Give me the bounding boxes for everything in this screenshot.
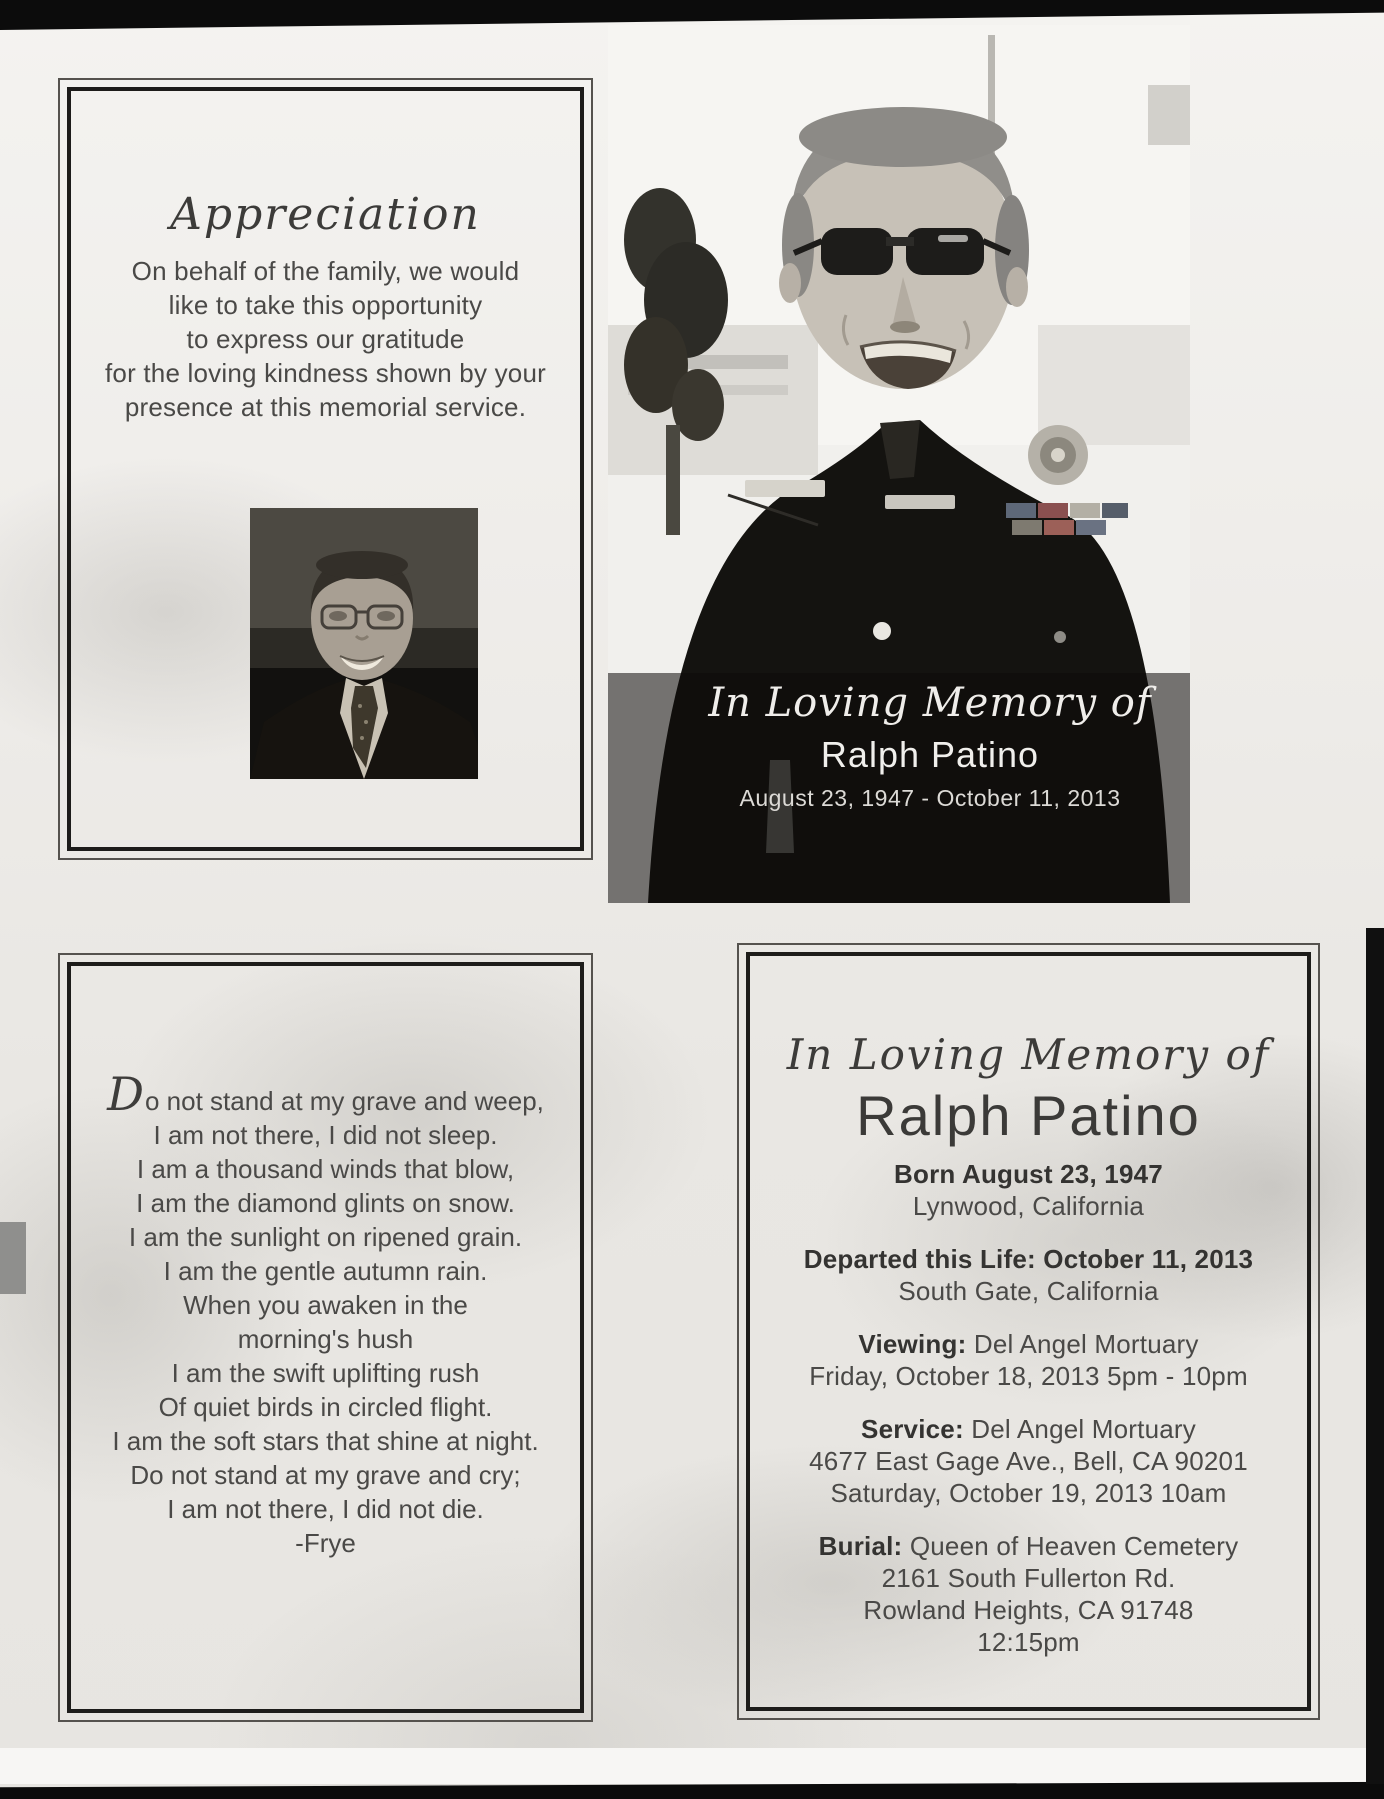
- poem-panel-frame: [67, 962, 584, 1713]
- poem-line: When you awaken in the: [183, 1290, 468, 1320]
- born-section: [750, 1158, 1307, 1222]
- burial-city: Rowland Heights, CA 91748: [863, 1595, 1194, 1625]
- poem-line: I am the gentle autumn rain.: [163, 1256, 488, 1286]
- poem-line: Of quiet birds in circled flight.: [158, 1392, 493, 1422]
- portrait-photo: [250, 508, 478, 779]
- service-section: [750, 1413, 1307, 1509]
- departed-place: South Gate, California: [898, 1276, 1159, 1306]
- service-time: Saturday, October 19, 2013 10am: [830, 1478, 1227, 1508]
- appreciation-text: [71, 254, 580, 424]
- poem-line: I am the diamond glints on snow.: [136, 1188, 515, 1218]
- appreciation-line: presence at this memorial service.: [124, 392, 527, 422]
- poem-drop-cap: D: [107, 1067, 145, 1121]
- viewing-time: Friday, October 18, 2013 5pm - 10pm: [809, 1361, 1248, 1391]
- photo-caption: [670, 680, 1190, 812]
- poem-line: Do not stand at my grave and cry;: [130, 1460, 521, 1490]
- memorial-name: Ralph Patino: [856, 1084, 1201, 1147]
- appreciation-panel: [58, 78, 593, 860]
- departed-section: [750, 1243, 1307, 1307]
- name-plate: [745, 480, 825, 497]
- poem-panel: [58, 953, 593, 1722]
- scan-edge-right: [1366, 928, 1384, 1784]
- poem-line: morning's hush: [237, 1324, 414, 1354]
- photo-memory-line: In Loving Memory of: [708, 680, 1152, 726]
- service-line: Service: Del Angel Mortuary: [861, 1414, 1196, 1444]
- poem-text: [71, 966, 580, 1560]
- badge: [1028, 425, 1088, 485]
- poem-line: I am the swift uplifting rush: [171, 1358, 480, 1388]
- poem-attribution: -Frye: [295, 1528, 356, 1558]
- appreciation-line: like to take this opportunity: [168, 290, 483, 320]
- appreciation-panel-frame: [67, 87, 584, 851]
- burial-time: 12:15pm: [977, 1627, 1080, 1657]
- poem-line: I am the sunlight on ripened grain.: [128, 1222, 523, 1252]
- poem-line: I am a thousand winds that blow,: [136, 1154, 515, 1184]
- burial-address: 2161 South Fullerton Rd.: [881, 1563, 1176, 1593]
- viewing-section: [750, 1328, 1307, 1392]
- photo-name: Ralph Patino: [820, 734, 1040, 775]
- burial-line: Burial: Queen of Heaven Cemetery: [818, 1531, 1239, 1561]
- memorial-details-frame: [746, 952, 1311, 1711]
- departed-line: Departed this Life: October 11, 2013: [803, 1244, 1254, 1274]
- scan-artifact-left: [0, 1222, 26, 1294]
- poem-line: I am the soft stars that shine at night.: [112, 1426, 539, 1456]
- memorial-details: [750, 956, 1307, 1658]
- viewing-line: Viewing: Del Angel Mortuary: [858, 1329, 1199, 1359]
- poem-line: Do not stand at my grave and weep,: [107, 1067, 544, 1121]
- appreciation-line: to express our gratitude: [186, 324, 465, 354]
- poem-line: I am not there, I did not die.: [167, 1494, 484, 1524]
- appreciation-line: for the loving kindness shown by your: [105, 358, 546, 388]
- scan-margin-bottom: [0, 1748, 1384, 1784]
- born-place: Lynwood, California: [912, 1191, 1145, 1221]
- appreciation-title: Appreciation: [170, 189, 481, 240]
- memorial-memory-line: In Loving Memory of: [786, 1030, 1271, 1079]
- memorial-details-panel: [737, 943, 1320, 1720]
- born-line: Born August 23, 1947: [894, 1159, 1163, 1189]
- appreciation-line: On behalf of the family, we would: [131, 256, 520, 286]
- service-address: 4677 East Gage Ave., Bell, CA 90201: [809, 1446, 1248, 1476]
- memorial-photo: [608, 25, 1190, 903]
- poem-line: I am not there, I did not sleep.: [153, 1120, 498, 1150]
- burial-section: [750, 1530, 1307, 1658]
- photo-dates: August 23, 1947 - October 11, 2013: [739, 785, 1121, 811]
